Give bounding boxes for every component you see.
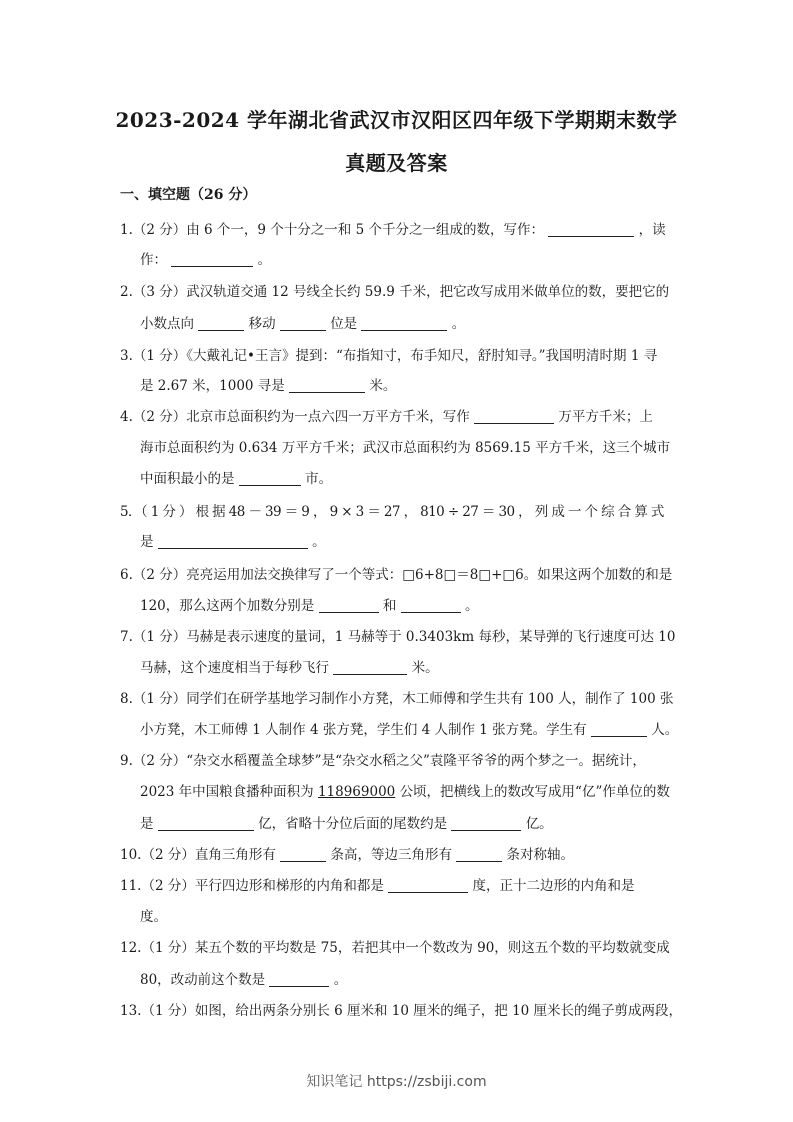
question-text: 6.（2 分）亮亮运用加法交换律写了一个等式：□6+8□＝8□+□6。如果这两个加数的和是	[120, 567, 673, 583]
question-5-line-1	[120, 500, 674, 520]
answer-blank	[158, 815, 254, 831]
answer-blank	[171, 251, 253, 267]
question-text: 3.（1 分）《大戴礼记•王言》提到：“布指知寸，布手知尺，舒肘知寻。”我国明清时期 1 寻	[120, 348, 658, 364]
question-2-line-2	[140, 312, 694, 332]
answer-blank	[289, 377, 365, 393]
question-9-line-3	[140, 812, 694, 832]
question-text: 马赫，这个速度相当于每秒飞行	[140, 660, 329, 676]
question-text: 是 2.67 米，1000 寻是	[140, 378, 285, 394]
question-3-line-1	[120, 344, 674, 364]
answer-blank	[548, 221, 634, 237]
answer-blank	[158, 533, 308, 549]
answer-blank	[198, 315, 244, 331]
question-10-line-1	[120, 843, 674, 863]
question-6-line-2	[140, 594, 694, 614]
question-text: 4.（2 分）北京市总面积约为一点六四一万平方千米，写作	[120, 409, 470, 425]
question-text: 作：	[140, 252, 167, 268]
question-text: 。	[464, 598, 479, 614]
question-11-line-2	[140, 905, 694, 925]
answer-blank	[280, 846, 326, 862]
answer-blank	[280, 315, 326, 331]
question-8-line-2	[140, 718, 694, 738]
question-text: 8.（1 分）同学们在研学基地学习制作小方凳，木工师傅和学生共有 100 人，制作了 100 张	[120, 691, 674, 707]
answer-blank	[319, 597, 379, 613]
document-title-line-2: 真题及答案	[345, 151, 448, 175]
question-text: 小方凳，木工师傅 1 人制作 4 张方凳，学生们 4 人制作 1 张方凳。学生有	[140, 722, 587, 738]
footer-watermark: 知识笔记 https://zsbiji.com	[306, 1074, 487, 1090]
question-6-line-1	[120, 563, 674, 583]
question-text: 2023 年中国粮食播种面积为	[140, 784, 314, 800]
question-11-line-1	[120, 874, 674, 894]
question-text: 米。	[369, 378, 397, 394]
question-text: 。	[257, 252, 272, 268]
question-text: 小数点向	[140, 316, 194, 332]
document-title-line-1: 2023-2024 学年湖北省武汉市汉阳区四年级下学期期末数学	[115, 108, 678, 132]
question-text: 公顷，把横线上的数改写成用“亿”作单位的数	[399, 784, 670, 800]
question-9-line-1	[120, 749, 674, 769]
question-7-line-1	[120, 625, 674, 645]
section-heading-fill-in-blank: 一、填空题（26 分）	[120, 187, 257, 203]
question-1-line-1	[120, 218, 674, 238]
answer-blank	[388, 877, 468, 893]
question-text: 80，改动前这个数是	[140, 972, 266, 988]
question-text: 亿。	[525, 816, 553, 832]
question-text: 中面积最小的是	[140, 471, 235, 487]
question-text: 人。	[651, 722, 679, 738]
question-5-line-2	[140, 530, 694, 550]
question-text: 度，正十二边形的内角和是	[472, 878, 635, 894]
question-text: 5．（ 1 分 ） 根 据 48 － 39 ＝ 9 ， 9 × 3 ＝ 27 ， 810 ÷ 27 ＝ 30 ， 列 成 一 个 综 合 算 式	[120, 504, 664, 520]
question-text: 1.（2 分）由 6 个一，9 个十分之一和 5 个千分之一组成的数，写作：	[120, 222, 544, 238]
question-text: 和	[382, 598, 397, 614]
answer-blank	[333, 659, 407, 675]
answer-blank	[474, 408, 554, 424]
question-text: 万平方千米；上	[558, 409, 653, 425]
question-3-line-2	[140, 374, 694, 394]
question-text: 位是	[330, 316, 358, 332]
question-4-line-1	[120, 405, 674, 425]
question-text: 13.（1 分）如图，给出两条分别长 6 厘米和 10 厘米的绳子，把 10 厘米长的绳子剪成两段，	[120, 1003, 683, 1019]
question-12-line-2	[140, 968, 694, 988]
question-7-line-2	[140, 656, 694, 676]
question-1-line-2	[140, 248, 694, 268]
question-13-line-1	[120, 999, 683, 1019]
question-4-line-2	[140, 436, 694, 456]
question-text: 10.（2 分）直角三角形有	[120, 847, 276, 863]
question-text: 12.（1 分）某五个数的平均数是 75，若把其中一个数改为 90，则这五个数的平均数就变成	[120, 940, 670, 956]
answer-blank	[361, 315, 447, 331]
question-text: 2.（3 分）武汉轨道交通 12 号线全长约 59.9 千米，把它改写成用米做单位的数，要把它的	[120, 284, 670, 300]
answer-blank	[239, 470, 301, 486]
answer-blank	[269, 971, 329, 987]
question-text: 度。	[140, 909, 167, 925]
question-text: 7.（1 分）马赫是表示速度的量词，1 马赫等于 0.3403km 每秒，某导弹的飞行速度可达 10	[120, 629, 676, 645]
question-12-line-1	[120, 936, 674, 956]
question-text: 是	[140, 816, 154, 832]
underlined-number: 118969000	[317, 784, 396, 800]
answer-blank	[456, 846, 502, 862]
question-text: 条高，等边三角形有	[330, 847, 452, 863]
answer-blank	[451, 815, 521, 831]
question-text: 市。	[305, 471, 333, 487]
answer-blank	[401, 597, 461, 613]
question-8-line-1	[120, 687, 674, 707]
question-9-line-2	[140, 780, 694, 800]
question-text: 。	[451, 316, 466, 332]
question-text: 条对称轴。	[506, 847, 575, 863]
question-text: 米。	[411, 660, 439, 676]
question-text: 移动	[248, 316, 276, 332]
question-text: ，读	[638, 222, 666, 238]
answer-blank	[591, 721, 647, 737]
question-2-line-1	[120, 280, 674, 300]
question-text: 。	[333, 972, 348, 988]
question-4-line-3	[140, 467, 694, 487]
question-text: 是	[140, 534, 154, 550]
question-text: 9.（2 分）“杂交水稻覆盖全球梦”是“杂交水稻之父”袁隆平爷爷的两个梦之一。据统计，	[120, 753, 646, 769]
question-text: 11.（2 分）平行四边形和梯形的内角和都是	[120, 878, 384, 894]
question-text: 亿，省略十分位后面的尾数约是	[258, 816, 448, 832]
question-text: 。	[312, 534, 326, 550]
question-text: 120，那么这两个加数分别是	[140, 598, 315, 614]
question-text: 海市总面积约为 0.634 万平方千米；武汉市总面积约为 8569.15 平方千米，这三个城市	[140, 440, 671, 456]
